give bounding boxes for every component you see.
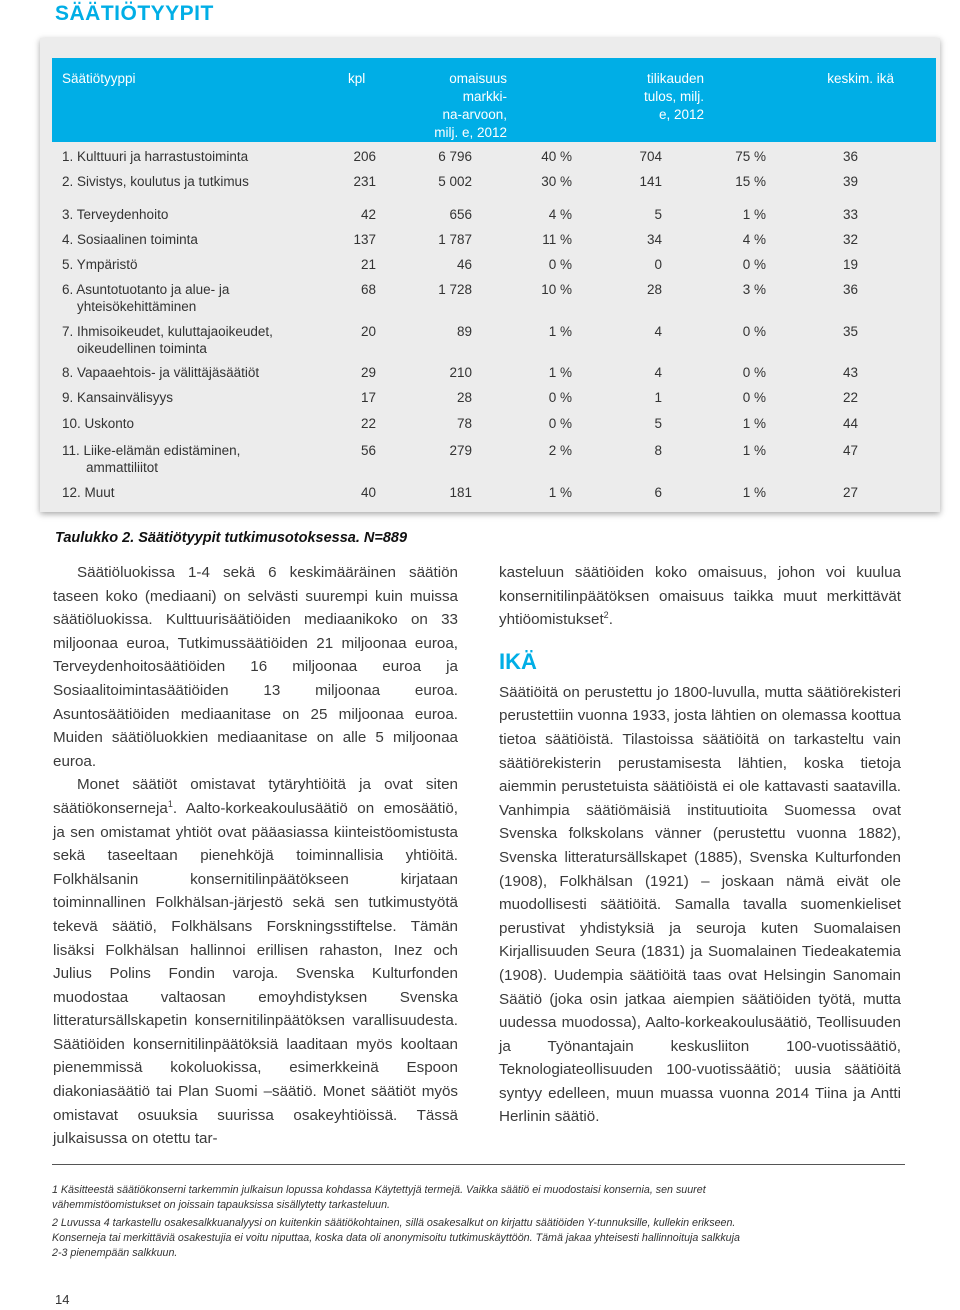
cell-assets-pct: 40 % [541, 149, 572, 164]
cell-assets-pct: 10 % [541, 282, 572, 297]
footnote-2: 2 Luvussa 4 tarkastellu osakesalkkuanalyysi on kuitenkin säätiökohtainen, sillä osakesalkut on kirjattu säätiöiden Y-tunnuksille, kullekin erikseen. Konserneja tai merkittäviä osakestujia ei voitu niputtaa, koska data oli anonymisoitu tutkimuskäyttöön. Tämä jakaa yhteisesti hallinnoituja salkkuja 2-3 pienempään salkkuun. [52, 1217, 740, 1259]
cell-result-pct: 75 % [735, 149, 766, 164]
cell-result-pct: 1 % [742, 443, 766, 458]
cell-result-pct: 0 % [742, 390, 766, 405]
cell-kpl: 137 [353, 232, 376, 247]
cell-assets-pct: 0 % [548, 390, 572, 405]
cell-kpl: 21 [360, 257, 376, 272]
cell-age: 33 [842, 207, 858, 222]
header-type: Säätiötyyppi [62, 71, 136, 86]
cell-result-pct: 0 % [742, 324, 766, 339]
cell-result-pct: 15 % [735, 174, 766, 189]
cell-age: 43 [842, 365, 858, 380]
cell-result: 704 [639, 149, 662, 164]
right-column [499, 561, 901, 1129]
paragraph: Säätiöluokissa 1-4 sekä 6 keskimääräinen säätiön taseen koko (mediaani) on selvästi suurempi kuin muissa säätiöluokissa. Kulttuurisäätiöiden mediaanikoko on 33 miljoonaa euroa, Tutkimussäätiöiden 21 miljoonaa euroa, Terveydenhoitosäätiöiden 16 miljoonaa euroa ja Sosiaalitoimintasäätiöiden 13 miljoonaa euroa. Asuntosäätiöiden mediaanitase on 25 miljoonaa euroa. Muiden säätiöluokkien mediaanitase on alle 5 miljoonaa euroa. [53, 564, 458, 770]
cell-kpl: 206 [353, 149, 376, 164]
cell-age: 27 [842, 485, 858, 500]
cell-result-pct: 1 % [742, 485, 766, 500]
cell-age: 35 [842, 324, 858, 339]
paragraph: Säätiöitä on perustettu jo 1800-luvulla, mutta säätiörekisteri perustettiin vuonna 1933, josta lähtien on olemassa koottua tietoa säätiöistä. Tilastoissa säätiöitä on tarkasteltu vain säätiörekisterin perustamisesta lähtien, koska tietoja aiemmin perustetuista säätiöistä ei ole kattavasti saatavilla. Vanhimpia säätiömäisiä instituutioita Suomessa ovat Svenska folkskolans vänner (perustettu vuonna 1882), Svenska litteratursällskapet (1885), Svenska Kulturfonden (1908), Folkhälsan (1921) – joskaan nämä eivät ole muodollisesti säätiöitä. Samalla tavalla suomenkieliset perustivat yhdistyksiä ja seuroja kuten Suomalaisen Kirjallisuuden Seura (1831) ja Suomalainen Tiedeakatemia (1908). Uudempia säätiöitä taas ovat Helsingin Sanomain Säätiö (joka osin jatkaa aiempien säätiöiden työtä, mutta uudessa muodossa), Aalto-korkeakoulusäätiö, Teollisuuden ja Työnantajain keskusliiton 100-vuotissäätiö, Teknologiateollisuuden 100-vuotissäätiö; uusia säätiöitä syntyy edelleen, muun muassa vuonna 2014 Tiina ja Antti Herlinin säätiö. [499, 683, 901, 1126]
page-number: 14 [55, 1292, 70, 1307]
cell-result: 4 [654, 365, 662, 380]
cell-assets: 5 002 [438, 174, 472, 189]
table-header [52, 58, 936, 142]
cell-assets: 1 787 [438, 232, 472, 247]
header-assets: omaisuus markki- na-arvoon, milj. e, 2012 [434, 71, 507, 140]
header-kpl: kpl [348, 71, 366, 86]
cell-kpl: 22 [360, 416, 376, 431]
cell-kpl: 29 [360, 365, 376, 380]
cell-age: 39 [842, 174, 858, 189]
cell-assets: 46 [456, 257, 472, 272]
footnote-1: 1 Käsitteestä säätiökonserni tarkemmin julkaisun lopussa kohdassa Käytettyjä termejä. Vaikka säätiö ei muodostaisi konsernia, sen suuret vähemmistöomistukset on joissain tapauksissa sisällytetty tarkasteluun. [52, 1184, 706, 1211]
cell-kpl: 231 [353, 174, 376, 189]
cell-result-pct: 0 % [742, 365, 766, 380]
cell-result: 34 [646, 232, 662, 247]
cell-assets: 6 796 [438, 149, 472, 164]
cell-kpl: 40 [360, 485, 376, 500]
cell-result-pct: 1 % [742, 207, 766, 222]
paragraph: kasteluun säätiöiden koko omaisuus, johon voi kuulua konsernitilinpäätöksen omaisuus taikka muut merkittävät yhtiöomistukset$^2$. [499, 564, 901, 629]
footnote-divider [52, 1164, 905, 1165]
cell-age: 44 [842, 416, 858, 431]
cell-assets: 1 728 [438, 282, 472, 297]
cell-assets-pct: 1 % [548, 485, 572, 500]
cell-kpl: 17 [360, 390, 376, 405]
cell-name: 6. Asuntotuotanto ja alue- ja yhteisökehittäminen [62, 282, 230, 314]
cell-assets: 78 [456, 416, 472, 431]
cell-result-pct: 4 % [742, 232, 766, 247]
cell-assets-pct: 1 % [548, 365, 572, 380]
cell-result: 0 [654, 257, 662, 272]
cell-name: 3. Terveydenhoito [62, 207, 169, 222]
cell-result: 1 [654, 390, 662, 405]
cell-age: 36 [842, 149, 858, 164]
cell-assets-pct: 11 % [542, 232, 572, 247]
cell-name: 9. Kansainvälisyys [62, 390, 174, 405]
cell-age: 36 [842, 282, 858, 297]
cell-age: 19 [842, 257, 858, 272]
cell-result: 6 [654, 485, 662, 500]
cell-assets: 28 [456, 390, 472, 405]
left-column [53, 561, 458, 1151]
cell-assets-pct: 0 % [548, 257, 572, 272]
cell-name: 10. Uskonto [62, 416, 135, 431]
cell-age: 47 [842, 443, 858, 458]
cell-result: 5 [654, 207, 662, 222]
cell-assets: 210 [449, 365, 472, 380]
header-result: tilikauden tulos, milj. e, 2012 [643, 71, 704, 122]
cell-result: 28 [646, 282, 662, 297]
cell-kpl: 20 [360, 324, 376, 339]
cell-result: 4 [654, 324, 662, 339]
cell-kpl: 42 [360, 207, 376, 222]
cell-assets-pct: 4 % [548, 207, 572, 222]
section-title: IKÄ [499, 648, 537, 674]
cell-assets: 656 [449, 207, 472, 222]
cell-name: 2. Sivistys, koulutus ja tutkimus [62, 174, 249, 189]
cell-name: 11. Liike-elämän edistäminen, ammattiliitot [62, 443, 241, 475]
cell-assets: 279 [449, 443, 472, 458]
table-caption: Taulukko 2. Säätiötyypit tutkimusotoksessa. N=889 [55, 530, 408, 546]
cell-kpl: 56 [360, 443, 376, 458]
cell-result: 8 [654, 443, 662, 458]
cell-kpl: 68 [360, 282, 376, 297]
cell-result-pct: 3 % [742, 282, 766, 297]
cell-result: 141 [639, 174, 662, 189]
cell-name: 8. Vapaaehtois- ja välittäjäsäätiöt [62, 365, 260, 380]
cell-result-pct: 1 % [742, 416, 766, 431]
cell-name: 5. Ympäristö [62, 257, 138, 272]
cell-name: 7. Ihmisoikeudet, kuluttajaoikeudet, oikeudellinen toiminta [62, 324, 273, 356]
paragraph: Monet säätiöt omistavat tytäryhtiöitä ja ovat siten säätiökonserneja$^1$. Aalto-korkeakoulusäätiö on emosäätiö, ja sen omistamat yhtiöt ovat pääasiassa kiinteistöomistusta sekä taseeltaan pienehköjä toiminnallisia yhtiöitä. Folkhälsanin konsernitilinpäätökseen kirjataan toiminnallinen Folkhälsan-järjestö sekä sen tutkimustyötä tekevä säätiö, Folkhälsans Forskningsstiftelse. Tämän lisäksi Folkhälsan hallinnoi erillisen rahaston, Inez och Julius Polins Fondin varoja. Svenska Kulturfonden muodostaa valtaosan emoyhdistyksen Svenska litteratursällskapetin konsernitilinpäätöksen varallisuudesta. Säätiöiden konsernitilinpäätöksiä laaditaan myös kooltaan pienemmissä kokoluokissa, esimerkkeinä Espoon diakoniasäätiö tai Plan Suomi –säätiö. Monet säätiöt myös omistavat osuuksia suurissa osakeyhtiöissä. Tässä julkaisussa on otettu tar- [53, 776, 458, 1148]
header-age: keskim. ikä [827, 71, 894, 86]
cell-result-pct: 0 % [742, 257, 766, 272]
cell-assets-pct: 2 % [548, 443, 572, 458]
cell-age: 22 [842, 390, 858, 405]
cell-assets: 181 [449, 485, 472, 500]
page-title: SÄÄTIÖTYYPIT [55, 2, 214, 25]
cell-assets: 89 [456, 324, 472, 339]
cell-name: 1. Kulttuuri ja harrastustoiminta [62, 149, 249, 164]
cell-assets-pct: 1 % [548, 324, 572, 339]
cell-name: 12. Muut [62, 485, 115, 500]
cell-assets-pct: 30 % [541, 174, 572, 189]
cell-assets-pct: 0 % [548, 416, 572, 431]
cell-result: 5 [654, 416, 662, 431]
cell-name: 4. Sosiaalinen toiminta [62, 232, 198, 247]
cell-age: 32 [842, 232, 858, 247]
